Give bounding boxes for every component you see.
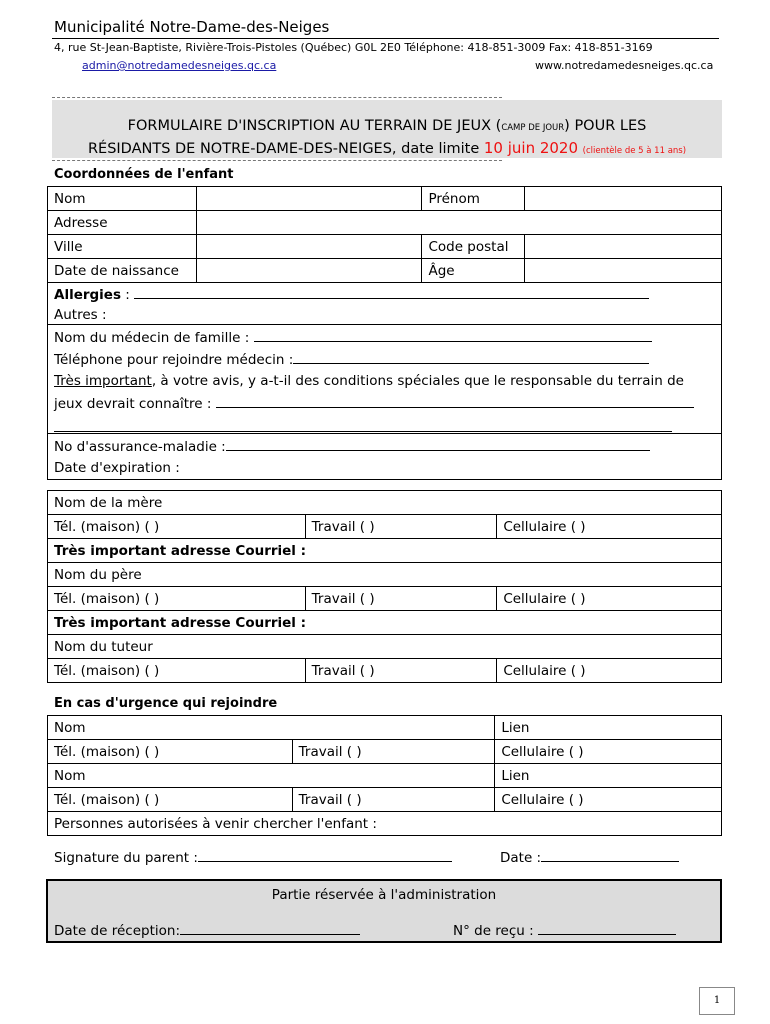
table-row <box>48 812 722 836</box>
urgence-section-title: En cas d'urgence qui rejoindre <box>54 696 278 711</box>
pere-courriel[interactable]: Très important adresse Courriel : <box>48 611 722 635</box>
mere-travail[interactable]: Travail ( ) <box>305 515 497 539</box>
urgence-cellulaire-1[interactable]: Cellulaire ( ) <box>495 740 722 764</box>
date-naissance-field[interactable] <box>196 259 421 283</box>
tuteur-tel-maison[interactable]: Tél. (maison) ( ) <box>48 659 306 683</box>
nom-label: Nom <box>48 187 197 211</box>
municipality-address: 4, rue St-Jean-Baptiste, Rivière-Trois-Pistoles (Québec) G0L 2E0 Téléphone: 418-851-3009 Fax: 418-851-3169 <box>54 41 653 54</box>
banner-line1-start: FORMULAIRE D'INSCRIPTION AU TERRAIN DE JEUX ( <box>127 118 502 134</box>
table-row <box>48 515 722 539</box>
allergies-colon: : <box>121 287 135 303</box>
code-postal-field[interactable] <box>525 235 722 259</box>
tel-medecin-field[interactable] <box>293 351 649 364</box>
mere-courriel[interactable]: Très important adresse Courriel : <box>48 539 722 563</box>
banner-line-1 <box>52 118 722 134</box>
age-label: Âge <box>422 259 525 283</box>
medecin-field[interactable] <box>254 329 652 342</box>
mere-cellulaire[interactable]: Cellulaire ( ) <box>497 515 722 539</box>
tres-important-label: Très important <box>54 373 152 389</box>
conditions-text: , à votre avis, y a-t-il des conditions spéciales que le responsable du terrain de <box>151 373 684 389</box>
urgence-cellulaire-2[interactable]: Cellulaire ( ) <box>495 788 722 812</box>
table-row <box>48 716 722 740</box>
allergies-row <box>54 286 649 303</box>
urgence-lien-1[interactable]: Lien <box>495 716 722 740</box>
table-row <box>48 635 722 659</box>
date-label: Date : <box>500 850 542 866</box>
ville-label: Ville <box>48 235 197 259</box>
table-row <box>48 611 722 635</box>
urgence-nom-2[interactable]: Nom <box>48 764 495 788</box>
banner-line1-end: ) POUR LES <box>564 118 647 134</box>
parents-table <box>47 490 722 683</box>
assurance-row <box>54 438 650 455</box>
signature-label: Signature du parent : <box>54 850 198 866</box>
clientele-note: (clientèle de 5 à 11 ans) <box>582 146 687 156</box>
tel-medecin-label: Téléphone pour rejoindre médecin : <box>54 352 294 368</box>
ville-field[interactable] <box>196 235 421 259</box>
header-rule <box>52 38 719 39</box>
date-row <box>500 849 679 866</box>
municipality-name: Municipalité Notre-Dame-des-Neiges <box>54 18 330 36</box>
tuteur-travail[interactable]: Travail ( ) <box>305 659 497 683</box>
table-row <box>48 491 722 515</box>
prenom-field[interactable] <box>525 187 722 211</box>
website-text: www.notredamedesneiges.qc.ca <box>535 59 714 72</box>
reception-label: Date de réception: <box>54 923 180 939</box>
conditions-field[interactable] <box>216 395 694 408</box>
prenom-label: Prénom <box>422 187 525 211</box>
table-row <box>48 563 722 587</box>
mere-label[interactable]: Nom de la mère <box>48 491 722 515</box>
banner-line2-start: RÉSIDANTS DE NOTRE-DAME-DES-NEIGES, date limite <box>87 141 484 157</box>
form-title-banner <box>52 100 722 158</box>
deadline-date: 10 juin 2020 <box>483 139 579 157</box>
table-row <box>48 587 722 611</box>
table-row <box>48 235 722 259</box>
signature-field[interactable] <box>198 849 452 862</box>
assurance-field[interactable] <box>226 438 650 451</box>
table-row <box>48 764 722 788</box>
recu-field[interactable] <box>538 922 676 935</box>
banner-line-2 <box>52 139 722 157</box>
table-row <box>48 788 722 812</box>
table-row <box>48 187 722 211</box>
pere-travail[interactable]: Travail ( ) <box>305 587 497 611</box>
personnes-autorisees[interactable]: Personnes autorisées à venir chercher l'enfant : <box>48 812 722 836</box>
recu-row <box>453 922 676 939</box>
tuteur-cellulaire[interactable]: Cellulaire ( ) <box>497 659 722 683</box>
adresse-field[interactable] <box>196 211 721 235</box>
urgence-travail-1[interactable]: Travail ( ) <box>292 740 495 764</box>
urgence-table <box>47 715 722 836</box>
conditions-line-2 <box>54 395 694 412</box>
urgence-tel-maison-2[interactable]: Tél. (maison) ( ) <box>48 788 293 812</box>
table-row <box>48 740 722 764</box>
conditions-field-line[interactable] <box>54 431 672 432</box>
table-row <box>48 659 722 683</box>
dotted-separator-top <box>52 97 502 98</box>
banner-camp-de-jour: CAMP DE JOUR <box>501 123 565 133</box>
admin-title: Partie réservée à l'administration <box>271 887 497 903</box>
date-naissance-label: Date de naissance <box>48 259 197 283</box>
recu-label: N° de reçu : <box>453 923 538 939</box>
table-row <box>48 539 722 563</box>
code-postal-label: Code postal <box>422 235 525 259</box>
signature-row <box>54 849 452 866</box>
tuteur-label[interactable]: Nom du tuteur <box>48 635 722 659</box>
child-info-table <box>47 186 722 283</box>
urgence-nom-1[interactable]: Nom <box>48 716 495 740</box>
nom-field[interactable] <box>196 187 421 211</box>
allergies-field[interactable] <box>134 286 649 299</box>
tel-medecin-row <box>54 351 649 368</box>
table-row <box>48 259 722 283</box>
urgence-tel-maison-1[interactable]: Tél. (maison) ( ) <box>48 740 293 764</box>
urgence-travail-2[interactable]: Travail ( ) <box>292 788 495 812</box>
reception-field[interactable] <box>180 922 360 935</box>
pere-label[interactable]: Nom du père <box>48 563 722 587</box>
table-row <box>48 211 722 235</box>
pere-tel-maison[interactable]: Tél. (maison) ( ) <box>48 587 306 611</box>
pere-cellulaire[interactable]: Cellulaire ( ) <box>497 587 722 611</box>
child-section-title: Coordonnées de l'enfant <box>54 167 234 182</box>
autres-label: Autres : <box>54 307 107 323</box>
expiration-label: Date d'expiration : <box>54 460 180 476</box>
date-field[interactable] <box>541 849 679 862</box>
medecin-label: Nom du médecin de famille : <box>54 330 254 346</box>
email-link[interactable]: admin@notredamedesneiges.qc.ca <box>82 59 277 72</box>
urgence-lien-2[interactable]: Lien <box>495 764 722 788</box>
adresse-label: Adresse <box>48 211 197 235</box>
page-number: 1 <box>699 987 735 1015</box>
mere-tel-maison[interactable]: Tél. (maison) ( ) <box>48 515 306 539</box>
conditions-line-1 <box>54 373 684 389</box>
allergies-label: Allergies <box>54 287 121 303</box>
reception-row <box>54 922 360 939</box>
medecin-row <box>54 329 652 346</box>
assurance-label: No d'assurance-maladie : <box>54 439 226 455</box>
conditions-text-2: jeux devrait connaître : <box>54 396 216 412</box>
age-field[interactable] <box>525 259 722 283</box>
dotted-separator-bottom <box>52 160 502 161</box>
